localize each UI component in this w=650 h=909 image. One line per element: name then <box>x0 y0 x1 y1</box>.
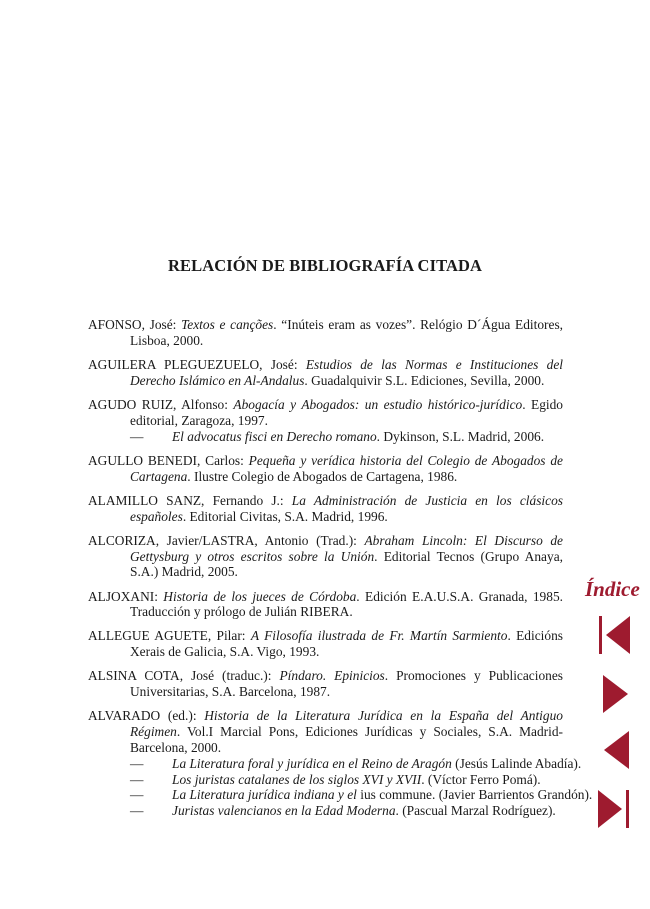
entry-author: ALLEGUE AGUETE, Pilar: <box>88 628 251 644</box>
page-title: RELACIÓN DE BIBLIOGRAFÍA CITADA <box>167 256 483 275</box>
entry-title: Pequeña y verídica historia del Colegio de Abogados de Cartagena <box>130 452 563 484</box>
bibliography-entry <box>88 397 563 444</box>
entry-title: La Administración de Justicia en los clásicos españoles <box>130 492 563 524</box>
subentry-detail: ius commune. (Javier Barrientos Grandón). <box>356 787 593 803</box>
entry-publisher: . Egido editorial, Zaragoza, 1997. <box>130 396 563 428</box>
entry-author: AFONSO, José: <box>88 317 182 332</box>
entry-author: ALAMILLO SANZ, Fernando J.: <box>88 492 292 508</box>
entry-publisher: . Vol.I Marcial Pons, Ediciones Jurídicas y Sociales, S.A. Madrid-Barcelona, 2000. <box>130 724 563 756</box>
subentry-title: Juristas valencianos en la Edad Moderna <box>172 803 396 819</box>
subentry-dash: — <box>130 787 144 803</box>
subentry-dash: — <box>130 428 144 444</box>
bibliography-entry <box>88 668 563 700</box>
entry-title: Historia de los jueces de Córdoba <box>163 588 357 604</box>
first-page-icon[interactable] <box>598 616 632 654</box>
subentry-title: Los juristas catalanes de los siglos XVI y XVII <box>172 771 422 787</box>
bibliography-subentry <box>130 787 593 803</box>
entry-publisher: . Promociones y Publicaciones Universitarias, S.A. Barcelona, 1987. <box>130 668 564 700</box>
subentry-dash: — <box>130 803 144 819</box>
subentry-title: La Literatura foral y jurídica en el Reino de Aragón <box>172 755 452 771</box>
entry-publisher: . Guadalquivir S.L. Ediciones, Sevilla, 2000. <box>304 372 545 388</box>
entry-title: Abraham Lincoln: El Discurso de Gettysburg y otros escritos sobre la Unión <box>130 532 563 564</box>
bibliography-subentry <box>130 772 563 788</box>
entry-author: AGUDO RUIZ, Alfonso: <box>88 396 234 412</box>
bibliography-entry <box>88 589 563 621</box>
entry-author: AGULLO BENEDI, Carlos: <box>88 452 249 468</box>
entry-publisher: . “Inúteis eram as vozes”. Relógio D´Água Editores, Lisboa, 2000. <box>130 317 564 348</box>
bibliography-subentry <box>130 803 563 819</box>
subentry-title: La Literatura jurídica indiana y el <box>172 787 357 803</box>
subentry-detail: . (Víctor Ferro Pomá). <box>421 771 541 787</box>
entry-title: A Filosofía ilustrada de Fr. Martín Sarmiento <box>250 628 508 644</box>
indice-link[interactable]: Índice <box>585 577 640 601</box>
entry-author: ALJOXANI: <box>88 588 164 604</box>
bibliography-entry <box>88 493 563 525</box>
bibliography-entry <box>88 628 563 660</box>
entry-publisher: . Ilustre Colegio de Abogados de Cartagena, 1986. <box>187 468 458 484</box>
entry-author: ALVARADO (ed.): <box>88 708 205 724</box>
bibliography-entry <box>88 317 563 349</box>
last-page-icon[interactable] <box>598 790 632 828</box>
entry-author: ALCORIZA, Javier/LASTRA, Antonio (Trad.): <box>88 532 365 548</box>
bibliography-subentry <box>130 429 563 445</box>
previous-page-icon[interactable] <box>604 731 630 769</box>
subentry-detail: . Dykinson, S.L. Madrid, 2006. <box>376 428 545 444</box>
entry-title: Textos e canções <box>181 317 274 332</box>
bibliography-subentry <box>130 755 582 772</box>
next-page-icon[interactable] <box>603 675 629 713</box>
entry-title: Historia de la Literatura Jurídica en la España del Antiguo Régimen <box>130 708 563 740</box>
bibliography-entry <box>88 357 563 389</box>
bibliography-entry <box>88 453 563 485</box>
bibliography-entry <box>88 533 563 580</box>
entry-publisher: . Editorial Tecnos (Grupo Anaya, S.A.) Madrid, 2005. <box>130 548 563 580</box>
subentry-dash: — <box>130 755 144 771</box>
subentry-title: El advocatus fisci en Derecho romano <box>172 428 377 444</box>
entry-publisher: . Edición E.A.U.S.A. Granada, 1985. Traducción y prólogo de Julián RIBERA. <box>130 588 563 620</box>
subentry-dash: — <box>130 771 144 787</box>
entry-publisher: . Edicións Xerais de Galicia, S.A. Vigo, 1993. <box>130 628 563 660</box>
entry-title: Abogacía y Abogados: un estudio histórico-jurídico <box>233 396 523 412</box>
bibliography-entry <box>88 708 593 819</box>
entry-publisher: . Editorial Civitas, S.A. Madrid, 1996. <box>182 508 388 524</box>
entry-author: AGUILERA PLEGUEZUELO, José: <box>88 356 306 372</box>
subentry-detail: . (Pascual Marzal Rodríguez). <box>395 803 556 819</box>
entry-title: Píndaro. Epinicios <box>279 668 385 684</box>
entry-title: Estudios de las Normas e Instituciones del Derecho Islámico en Al-Andalus <box>130 356 563 388</box>
subentry-detail: (Jesús Lalinde Abadía). <box>451 755 582 771</box>
entry-author: ALSINA COTA, José (traduc.): <box>88 668 280 684</box>
bibliography-list <box>88 317 593 827</box>
